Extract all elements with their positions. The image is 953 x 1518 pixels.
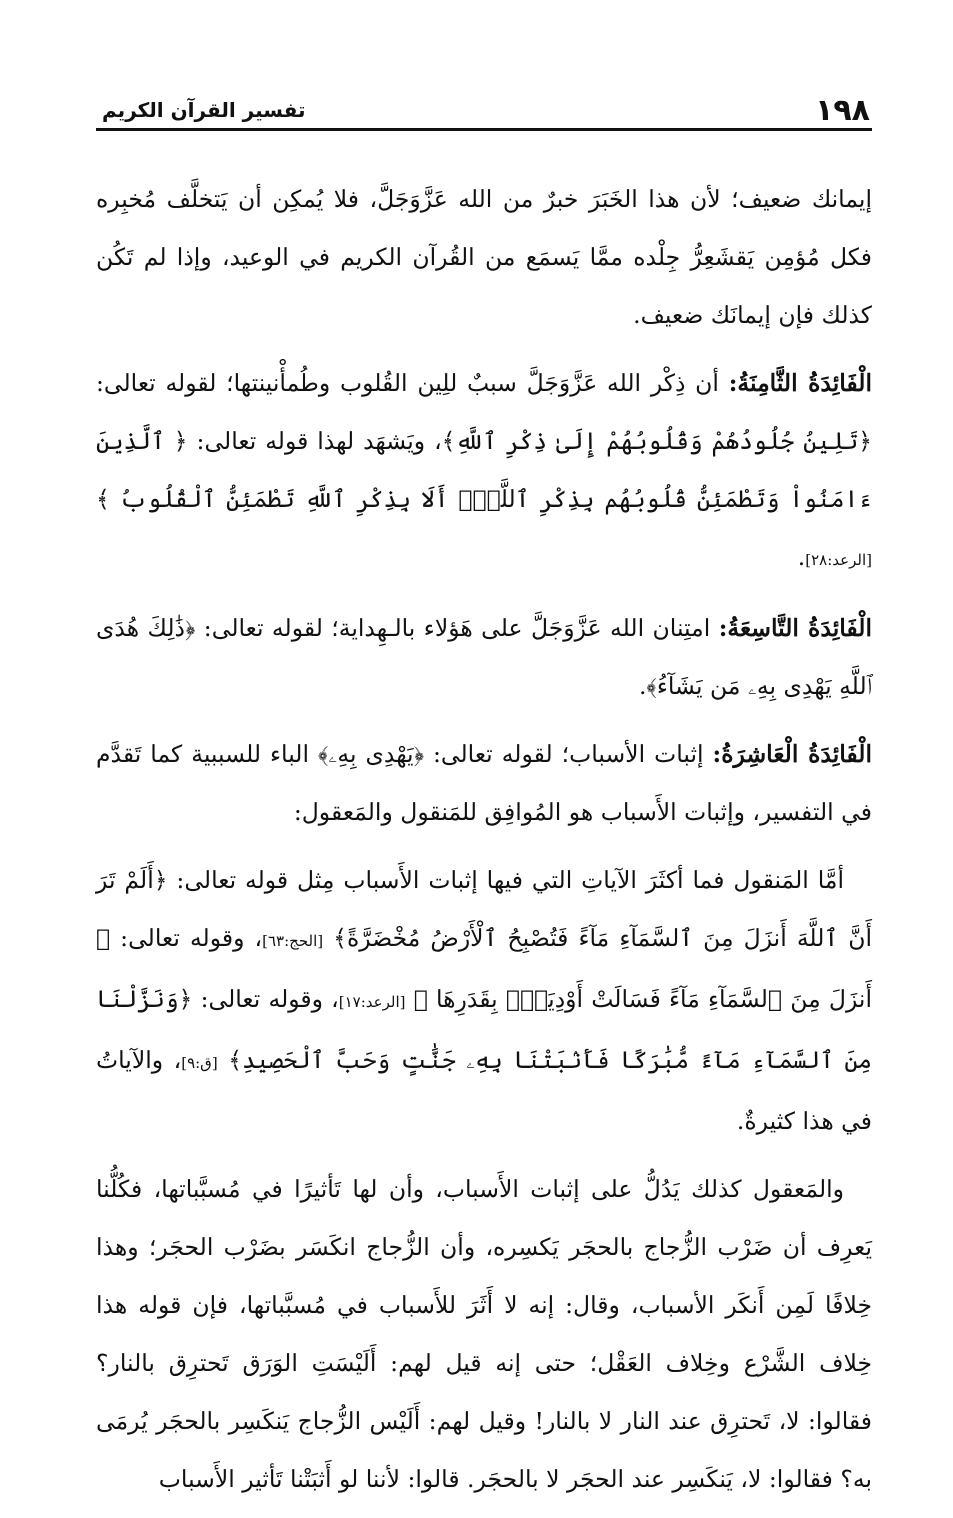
benefit-9-text-b: .	[638, 672, 647, 700]
paragraph-transmitted	[96, 851, 872, 1150]
transmitted-verse-3: ﴿وَنَزَّلْنَا مِنَ ٱلسَّمَآءِ مَآءً مُّبَٰرَكًا فَأَنۢبَتْنَا بِهِۦ جَنَّٰتٍ وَحَبَّ ٱلْحَصِيدِ﴾	[96, 985, 872, 1074]
transmitted-text-c: ، وقوله تعالى:	[192, 985, 339, 1013]
page-number: ١٩٨	[815, 93, 870, 128]
benefit-8-reference: [الرعد:٢٨]	[805, 551, 872, 569]
benefit-10-verse-1: ﴿يَهْدِى بِهِۦ﴾	[318, 740, 424, 768]
paragraph-1	[96, 170, 872, 344]
transmitted-text-a: أمَّا المَنقول فما أكثَرَ الآياتِ التي فيها إثبات الأَسباب مِثل قوله تعالى:	[167, 866, 844, 894]
header-rule	[96, 128, 872, 131]
paragraph-1-text: إيمانك ضعيف؛ لأن هذا الخَبَرَ خبرٌ من الله عَزَّوَجَلَّ، فلا يُمكِن أن يَتخلَّف مُخبِره فكل مُؤمِن يَقشَعِرُّ جِلْده ممَّا يَسمَع من القُرآن الكريم في الوعيد، وإذا لم تَكُن كذلك فإن إيمانَك ضعيف.	[96, 185, 872, 329]
benefit-9-text-a: امتِنان الله عَزَّوَجَلَّ على هَؤلاء بالـهِداية؛ لقوله تعالى:	[195, 614, 719, 642]
benefit-8-text-b: ، ويَشهَد لهذا قوله تعالى:	[187, 427, 442, 455]
transmitted-reference-1: [الحج:٦٣]	[262, 932, 324, 950]
transmitted-verse-1: ﴿أَلَمْ تَرَ أَنَّ ٱللَّهَ أَنزَلَ مِنَ ٱلسَّمَآءِ مَآءً فَتُصْبِحُ ٱلْأَرْضُ مُخْضَرَّةً﴾	[96, 866, 872, 952]
book-page	[96, 90, 872, 1493]
transmitted-text-b: ، وقوله تعالى:	[110, 924, 263, 952]
paragraph-benefit-10	[96, 725, 872, 841]
benefit-8-text-a: أن ذِكْر الله عَزَّوَجَلَّ سببٌ للِين القُلوب وطُمأْنينتها؛ لقوله تعالى:	[96, 369, 729, 397]
paragraph-rational	[96, 1160, 872, 1508]
benefit-8-heading: الْفَائِدَةُ الثَّامِنَةُ:	[728, 369, 872, 397]
benefit-10-text-b: الباء للسببية كما تَقدَّم في التفسير، وإثبات الأَسباب هو المُوافِق للمَنقول والمَعقول:	[96, 740, 872, 826]
benefit-9-verse-1: ﴿ذَٰلِكَ هُدَى ٱللَّهِ يَهْدِى بِهِۦ مَن يَشَآءُ﴾	[96, 614, 872, 700]
page-header	[96, 90, 872, 128]
transmitted-reference-2: [الرعد:١٧]	[338, 993, 406, 1011]
benefit-8-verse-1: ﴿تَلِينُ جُلُودُهُمْ وَقُلُوبُهُمْ إِلَىٰ ذِكْرِ ٱللَّهِ﴾	[441, 427, 872, 455]
page-body	[96, 170, 872, 1518]
benefit-10-heading: الْفَائِدَةُ الْعَاشِرَةُ:	[712, 740, 872, 768]
transmitted-reference-3: [ق:٩]	[181, 1054, 218, 1072]
transmitted-text-d: ، والآياتُ في هذا كثيرةٌ.	[96, 1046, 872, 1135]
paragraph-benefit-9	[96, 599, 872, 715]
benefit-8-text-c: .	[797, 543, 806, 571]
benefit-10-text-a: إثبات الأسباب؛ لقوله تعالى:	[424, 740, 713, 768]
running-title: تفسير القرآن الكريم	[102, 98, 306, 122]
rational-text: والمَعقول كذلك يَدُلُّ على إثبات الأَسباب، وأن لها تَأثيرًا في مُسبَّباتها، فكُلُّنا يَعرِف أن ضَرْب الزُّجاج بالحجَر يَكسِره، وأن الزُّجاج انكَسَر بضَرْب الحجَر؛ وهذا خِلافًا لَمِن أَنكَر الأسباب، وقال: إنه لا أَثَرَ للأَسباب في مُسبَّباتها، فإن قوله هذا خِلاف الشَّرْع وخِلاف العَقْل؛ حتى إنه قيل لهم: أَلَيْسَتِ الوَرَق تَحترِق بالنار؟ فقالوا: لا، تَحترِق عند النار لا بالنار! وقيل لهم: أَلَيْس الزُّجاج يَنكَسِر بالحجَر يُرمَى به؟ فقالوا: لا، يَنكَسِر عند الحجَر لا بالحجَر. قالوا: لأننا لو أَثبَتْنا تَأثير الأَسباب	[96, 1175, 872, 1493]
benefit-8-verse-2: ﴿ ٱلَّذِينَ ءَامَنُواْ وَتَطْمَئِنُّ قُلُوبُهُم بِذِكْرِ ٱللَّهِۗ أَلَا بِذِكْرِ ٱللَّهِ تَطْمَئِنُّ ٱلْقُلُوبُ ﴾	[96, 427, 872, 513]
paragraph-benefit-8	[96, 354, 872, 589]
benefit-9-heading: الْفَائِدَةُ التَّاسِعَةُ:	[718, 614, 872, 642]
transmitted-verse-2: ﴿ أَنزَلَ مِنَ ٱلسَّمَآءِ مَآءً فَسَالَتْ أَوْدِيَةُۢ بِقَدَرِهَا ﴾	[96, 924, 872, 1013]
